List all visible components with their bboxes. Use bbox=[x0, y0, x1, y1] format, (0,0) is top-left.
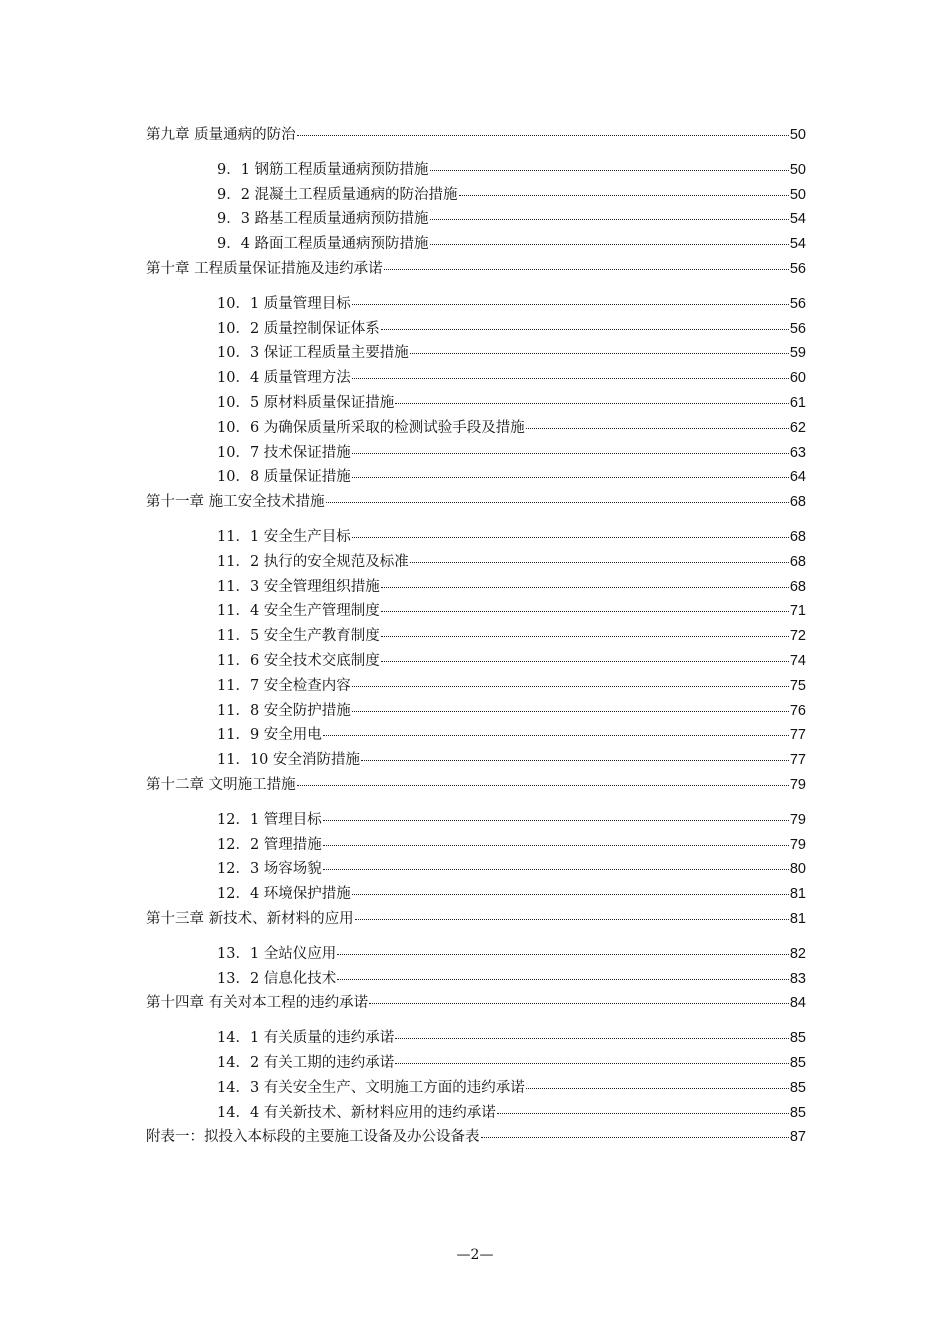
toc-entry-title: 14．2 有关工期的违约承诺 bbox=[217, 1055, 395, 1071]
toc-dot-leader bbox=[430, 170, 789, 171]
toc-entry-title: 第十四章 有关对本工程的违约承诺 bbox=[146, 995, 369, 1012]
toc-page-number: 59 bbox=[789, 345, 806, 362]
toc-dot-leader bbox=[352, 537, 789, 538]
toc-page-number: 68 bbox=[789, 553, 806, 570]
toc-chapter-entry[interactable] bbox=[146, 493, 806, 511]
toc-page-number: 76 bbox=[789, 702, 806, 719]
toc-entry-title: 10．2 质量控制保证体系 bbox=[217, 320, 380, 337]
toc-entry-title: 11．3 安全管理组织措施 bbox=[217, 578, 380, 595]
toc-section-entry[interactable] bbox=[146, 1029, 806, 1047]
toc-entry-title: 10．3 保证工程质量主要措施 bbox=[217, 345, 409, 362]
toc-section-entry[interactable] bbox=[146, 726, 806, 744]
toc-section-entry[interactable] bbox=[146, 419, 806, 437]
toc-entry-title: 10．7 技术保证措施 bbox=[217, 444, 351, 461]
toc-entry-title: 12．1 管理目标 bbox=[217, 811, 322, 828]
toc-page-number: 50 bbox=[789, 127, 806, 143]
toc-page-number: 84 bbox=[789, 995, 806, 1012]
toc-section-entry[interactable] bbox=[146, 394, 806, 412]
toc-dot-leader bbox=[352, 894, 789, 895]
toc-page-number: 85 bbox=[789, 1104, 806, 1121]
toc-chapter-entry[interactable] bbox=[146, 126, 806, 144]
toc-chapter-entry[interactable] bbox=[146, 776, 806, 794]
toc-dot-leader bbox=[410, 353, 789, 354]
toc-page-number: 79 bbox=[789, 811, 806, 828]
toc-section-entry[interactable] bbox=[146, 235, 806, 253]
toc-dot-leader bbox=[355, 919, 789, 920]
toc-entry-title: 11．9 安全用电 bbox=[217, 727, 322, 744]
toc-entry-title: 附表一：拟投入本标段的主要施工设备及办公设备表 bbox=[146, 1129, 480, 1146]
toc-page-number: 77 bbox=[789, 752, 806, 769]
toc-dot-leader bbox=[297, 785, 789, 786]
toc-page-number: 87 bbox=[789, 1129, 806, 1146]
toc-section-entry[interactable] bbox=[146, 602, 806, 620]
toc-entry-title: 13．1 全站仪应用 bbox=[217, 945, 337, 962]
toc-section-entry[interactable] bbox=[146, 161, 806, 179]
toc-chapter-entry[interactable] bbox=[146, 1128, 806, 1146]
toc-dot-leader bbox=[526, 428, 789, 429]
toc-page-number: 60 bbox=[789, 370, 806, 387]
toc-entry-title: 第十章 工程质量保证措施及违约承诺 bbox=[146, 261, 383, 277]
toc-dot-leader bbox=[323, 845, 789, 846]
toc-page-number: 61 bbox=[789, 395, 806, 411]
toc-page-number: 63 bbox=[789, 444, 806, 461]
toc-entry-title: 12．2 管理措施 bbox=[217, 836, 322, 853]
toc-section-entry[interactable] bbox=[146, 369, 806, 387]
toc-entry-title: 14．4 有关新技术、新材料应用的违约承诺 bbox=[217, 1104, 496, 1121]
toc-page-number: 50 bbox=[789, 161, 806, 178]
toc-dot-leader bbox=[337, 954, 789, 955]
toc-dot-leader bbox=[410, 562, 789, 563]
toc-dot-leader bbox=[352, 304, 789, 305]
toc-page-number: 71 bbox=[789, 603, 806, 620]
toc-page-number: 82 bbox=[789, 945, 806, 962]
toc-section-entry[interactable] bbox=[146, 970, 806, 988]
toc-dot-leader bbox=[361, 760, 789, 761]
toc-section-entry[interactable] bbox=[146, 210, 806, 228]
toc-entry-title: 14．3 有关安全生产、文明施工方面的违约承诺 bbox=[217, 1079, 525, 1096]
toc-section-entry[interactable] bbox=[146, 1079, 806, 1097]
toc-section-entry[interactable] bbox=[146, 811, 806, 829]
toc-chapter-entry[interactable] bbox=[146, 994, 806, 1012]
page-number: —2— bbox=[456, 1247, 494, 1263]
toc-entry-title: 9．4 路面工程质量通病预防措施 bbox=[217, 236, 429, 253]
toc-dot-leader bbox=[381, 636, 789, 637]
toc-entry-title: 10．8 质量保证措施 bbox=[217, 469, 351, 486]
toc-dot-leader bbox=[381, 611, 789, 612]
toc-section-entry[interactable] bbox=[146, 578, 806, 596]
toc-entry-title: 第十三章 新技术、新材料的应用 bbox=[146, 911, 354, 927]
toc-page-number: 56 bbox=[789, 295, 806, 312]
toc-page-number: 56 bbox=[789, 320, 806, 337]
toc-entry-title: 11．4 安全生产管理制度 bbox=[217, 603, 380, 620]
toc-entry-title: 12．3 场容场貌 bbox=[217, 861, 322, 878]
toc-section-entry[interactable] bbox=[146, 860, 806, 878]
toc-section-entry[interactable] bbox=[146, 528, 806, 546]
toc-dot-leader bbox=[430, 244, 789, 245]
toc-entry-title: 9．3 路基工程质量通病预防措施 bbox=[217, 211, 429, 228]
toc-page-number: 72 bbox=[789, 628, 806, 645]
toc-page-number: 62 bbox=[789, 419, 806, 436]
toc-dot-leader bbox=[352, 453, 789, 454]
toc-page-number: 54 bbox=[789, 211, 806, 228]
toc-entry-title: 11．7 安全检查内容 bbox=[217, 677, 351, 694]
toc-section-entry[interactable] bbox=[146, 444, 806, 462]
toc-page-number: 85 bbox=[789, 1055, 806, 1071]
toc-page-number: 68 bbox=[789, 494, 806, 511]
toc-dot-leader bbox=[395, 1038, 789, 1039]
toc-dot-leader bbox=[395, 1063, 789, 1064]
toc-dot-leader bbox=[352, 477, 789, 478]
toc-dot-leader bbox=[297, 135, 789, 136]
toc-section-entry[interactable] bbox=[146, 186, 806, 204]
toc-entry-title: 14．1 有关质量的违约承诺 bbox=[217, 1030, 395, 1047]
toc-dot-leader bbox=[326, 502, 789, 503]
toc-dot-leader bbox=[323, 735, 789, 736]
toc-dot-leader bbox=[381, 587, 789, 588]
toc-section-entry[interactable] bbox=[146, 627, 806, 645]
toc-entry-title: 10．1 质量管理目标 bbox=[217, 295, 351, 312]
toc-entry-title: 11．1 安全生产目标 bbox=[217, 529, 351, 545]
toc-page-number: 74 bbox=[789, 653, 806, 669]
toc-dot-leader bbox=[352, 378, 789, 379]
toc-page-number: 50 bbox=[789, 186, 806, 203]
toc-section-entry[interactable] bbox=[146, 1104, 806, 1122]
toc-entry-title: 13．2 信息化技术 bbox=[217, 970, 337, 987]
toc-page-number: 81 bbox=[789, 886, 806, 903]
toc-page-number: 85 bbox=[789, 1030, 806, 1047]
toc-section-entry[interactable] bbox=[146, 1054, 806, 1072]
toc-dot-leader bbox=[459, 195, 789, 196]
toc-entry-title: 11．2 执行的安全规范及标准 bbox=[217, 553, 409, 570]
toc-entry-title: 10．5 原材料质量保证措施 bbox=[217, 395, 395, 411]
toc-page-number: 68 bbox=[789, 578, 806, 595]
toc-page-number: 56 bbox=[789, 261, 806, 277]
toc-entry-title: 10．4 质量管理方法 bbox=[217, 370, 351, 387]
toc-section-entry[interactable] bbox=[146, 945, 806, 963]
toc-dot-leader bbox=[381, 329, 789, 330]
toc-entry-title: 9．2 混凝土工程质量通病的防治措施 bbox=[217, 186, 458, 203]
toc-dot-leader bbox=[323, 869, 789, 870]
toc-dot-leader bbox=[381, 661, 789, 662]
toc-section-entry[interactable] bbox=[146, 652, 806, 670]
toc-dot-leader bbox=[369, 1003, 789, 1004]
toc-section-entry[interactable] bbox=[146, 885, 806, 903]
toc-page-number: 81 bbox=[789, 911, 806, 927]
toc-section-entry[interactable] bbox=[146, 320, 806, 338]
toc-page-number: 64 bbox=[789, 469, 806, 486]
toc-section-entry[interactable] bbox=[146, 677, 806, 695]
toc-dot-leader bbox=[337, 979, 789, 980]
toc-section-entry[interactable] bbox=[146, 836, 806, 854]
toc-section-entry[interactable] bbox=[146, 702, 806, 720]
toc-entry-title: 11．8 安全防护措施 bbox=[217, 702, 351, 719]
toc-dot-leader bbox=[395, 403, 789, 404]
toc-dot-leader bbox=[481, 1137, 789, 1138]
toc-entry-title: 第九章 质量通病的防治 bbox=[146, 127, 296, 143]
toc-page-number: 79 bbox=[789, 777, 806, 793]
toc-section-entry[interactable] bbox=[146, 553, 806, 571]
toc-entry-title: 11．10 安全消防措施 bbox=[217, 752, 361, 769]
toc-page-number: 75 bbox=[789, 677, 806, 694]
toc-page-number: 68 bbox=[789, 529, 806, 545]
toc-page-number: 85 bbox=[789, 1079, 806, 1096]
toc-page-number: 54 bbox=[789, 236, 806, 253]
toc-section-entry[interactable] bbox=[146, 468, 806, 486]
toc-chapter-entry[interactable] bbox=[146, 260, 806, 278]
toc-entry-title: 第十二章 文明施工措施 bbox=[146, 777, 296, 793]
toc-dot-leader bbox=[497, 1113, 789, 1114]
toc-dot-leader bbox=[323, 820, 789, 821]
toc-section-entry[interactable] bbox=[146, 751, 806, 769]
toc-entry-title: 12．4 环境保护措施 bbox=[217, 886, 351, 903]
toc-page-number: 83 bbox=[789, 970, 806, 987]
toc-entry-title: 9．1 钢筋工程质量通病预防措施 bbox=[217, 161, 429, 178]
toc-page-number: 79 bbox=[789, 836, 806, 853]
toc-dot-leader bbox=[352, 686, 789, 687]
toc-page-number: 80 bbox=[789, 861, 806, 878]
toc-page-number: 77 bbox=[789, 727, 806, 744]
toc-entry-title: 10．6 为确保质量所采取的检测试验手段及措施 bbox=[217, 419, 525, 436]
toc-dot-leader bbox=[526, 1088, 789, 1089]
toc-section-entry[interactable] bbox=[146, 295, 806, 313]
toc-chapter-entry[interactable] bbox=[146, 910, 806, 928]
toc-entry-title: 11．5 安全生产教育制度 bbox=[217, 628, 380, 645]
toc-dot-leader bbox=[430, 219, 789, 220]
toc-entry-title: 第十一章 施工安全技术措施 bbox=[146, 494, 325, 511]
toc-dot-leader bbox=[352, 711, 789, 712]
toc-section-entry[interactable] bbox=[146, 344, 806, 362]
toc-dot-leader bbox=[384, 269, 789, 270]
toc-entry-title: 11．6 安全技术交底制度 bbox=[217, 653, 380, 669]
